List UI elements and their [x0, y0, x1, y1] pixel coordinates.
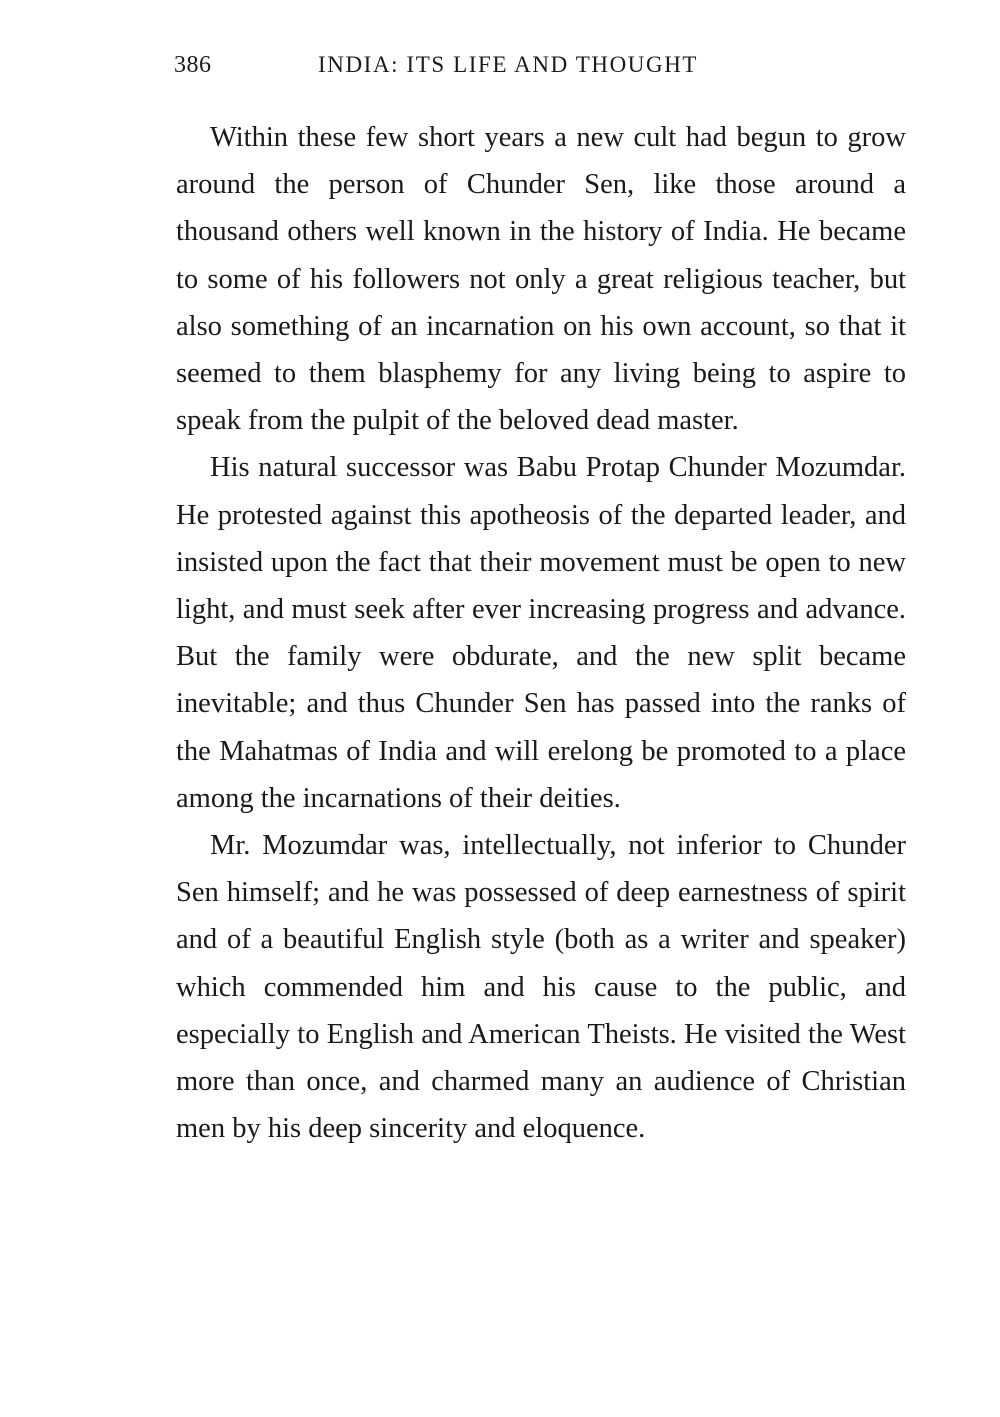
- body-text: [176, 114, 906, 1152]
- paragraph-2: His natural successor was Babu Protap Chunder Mozumdar. He protested against this apotheosis of the departed leader, and insisted upon the fact that their movement must be open to new light, and must seek after ever increasing progress and advance. But the family were obdurate, and the new split became inevitable; and thus Chunder Sen has passed into the ranks of the Mahatmas of India and will erelong be promoted to a place among the incarnations of their deities.: [176, 452, 906, 814]
- running-head: [174, 52, 904, 86]
- page-number: 386: [174, 52, 212, 78]
- running-title: INDIA: ITS LIFE AND THOUGHT: [318, 52, 699, 77]
- paragraph-3: Mr. Mozumdar was, intellectually, not inferior to Chunder Sen himself; and he was possessed of deep earnestness of spirit and of a beautiful English style (both as a writer and speaker) which commended him and his cause to the public, and especially to English and American Theists. He visited the West more than once, and charmed many an audience of Christian men by his deep sincerity and eloquence.: [176, 830, 906, 1145]
- paragraph-1: Within these few short years a new cult had begun to grow around the person of Chunder Sen, like those around a thousand others well known in the history of India. He became to some of his followers not only a great religious teacher, but also something of an incarnation on his own account, so that it seemed to them blasphemy for any living being to aspire to speak from the pulpit of the beloved dead master.: [176, 122, 906, 437]
